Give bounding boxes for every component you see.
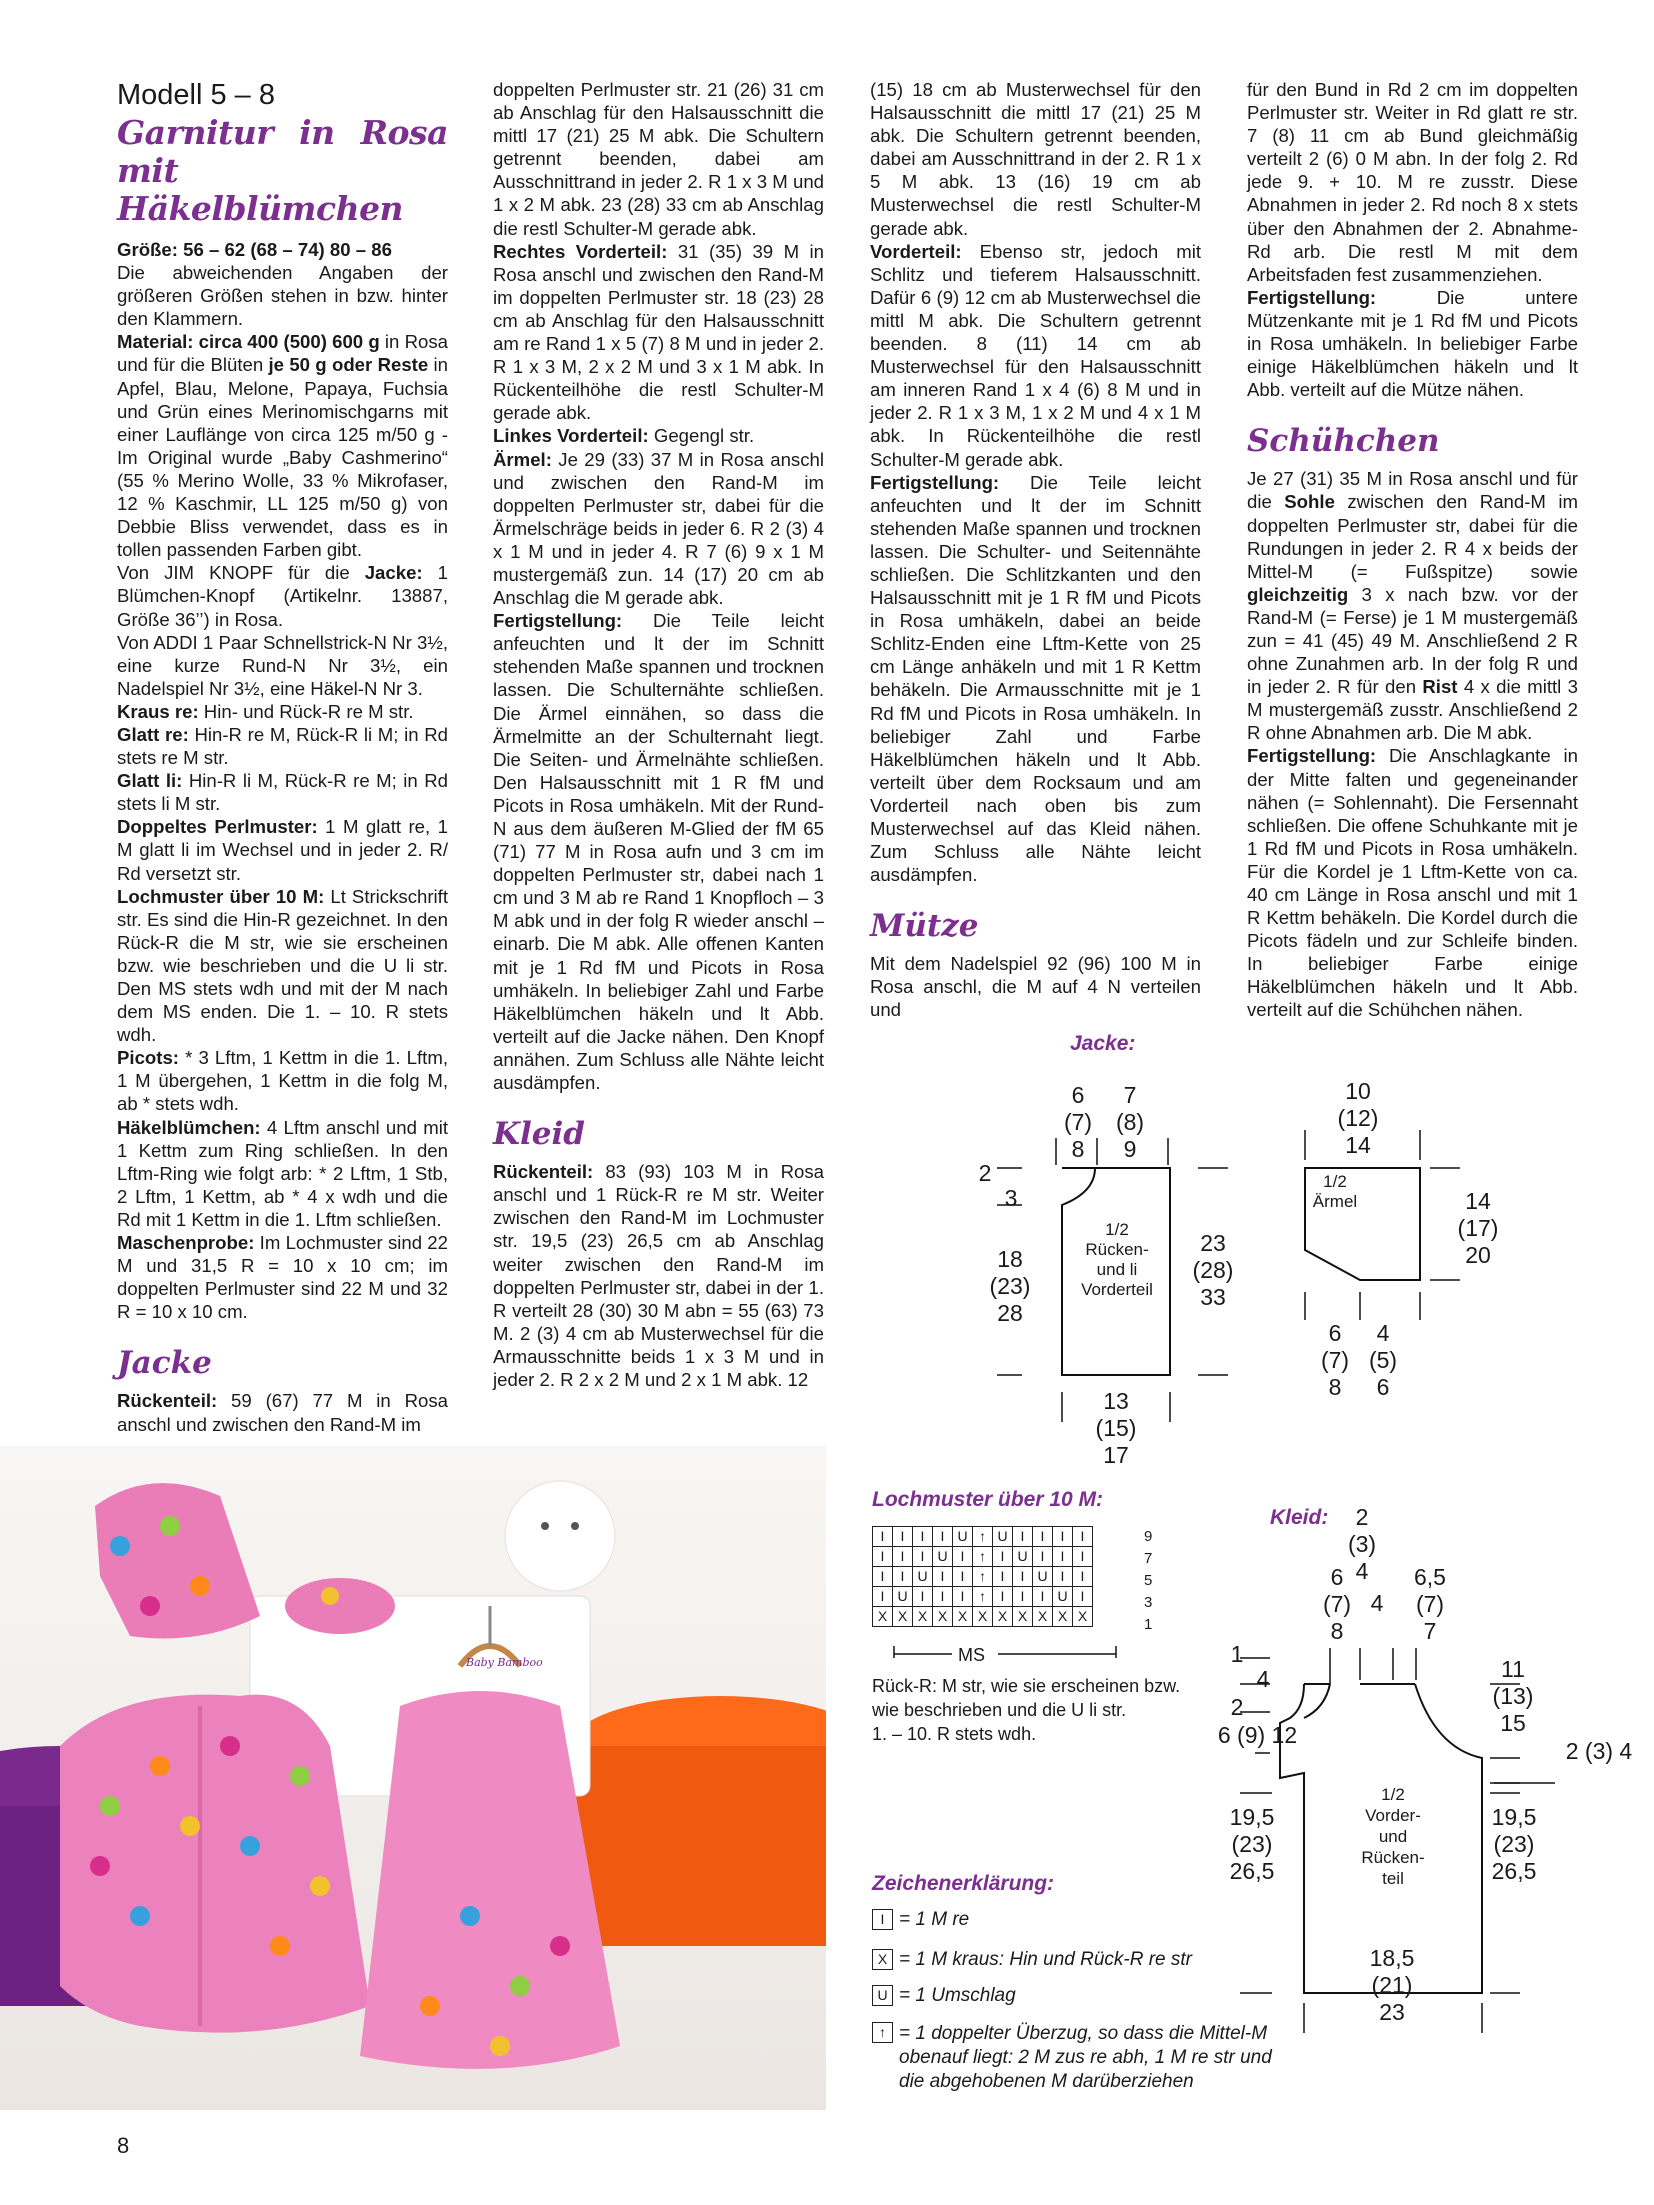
chart-cell: I [913,1547,933,1567]
chart-grid [872,1526,1093,1627]
stitch-glatt-re: Glatt re: Hin-R re M, Rück-R li M; in Rd stets re M str. [117,723,448,769]
kleid-arm-depth: 2 (3) 4 [1565,1738,1633,1764]
column-3 [870,78,1201,1022]
chart-cell: U [913,1567,933,1587]
stitch-glatt-li: Glatt li: Hin-R li M, Rück-R re M; in Rd stets li M str. [117,770,448,815]
muetze-text-cont: für den Bund in Rd 2 cm im doppelten Perlmuster str. Weiter in Rd glatt re str. 7 (8) 11 cm ab Bund gleichmäßig verteilt 2 (6) 0 M abn. In der folg 2. Rd jede 9. + 10. M re zusstr. Diese Abnahmen in jeder 2. Rd noch 8 x stets über den Abnahmen der 2. Abnahme-Rd arb. Die restl M mit dem Arbeitsfaden fest zusammenziehen. [1247,79,1578,285]
chart-cell: I [1073,1547,1093,1567]
kleid-armhole: 11 (13) 15 [1492,1656,1534,1736]
jacke-neck-width: 6 (7) 8 [1063,1082,1093,1162]
chart-cell: I [1053,1527,1073,1547]
legend-item-yarnover: U = 1 Umschlag [872,1984,1016,2008]
chart-row-numbers [1144,1526,1152,1636]
stitch-perlmuster: Doppeltes Perlmuster: 1 M glatt re, 1 M glatt li im Wechsel und in jeder 2. R/ Rd versetzt str. [117,816,448,884]
jacke-neck-depth-2: 3 [1004,1185,1018,1211]
button-paragraph: Von JIM KNOPF für die Jacke: 1 Blümchen-Knopf (Artikelnr. 13887, Größe 36’’) in Rosa. [117,562,448,630]
jacke-front-height: 18 (23) 28 [989,1246,1031,1326]
chart-cell: X [953,1607,973,1627]
kleid-back: Rückenteil: 83 (93) 103 M in Rosa anschl und 1 Rück-R re M str. Weiter zwischen den Rand-M im Lochmuster str. 19,5 (23) 26,5 cm ab Anschlag weiter zwischen den Rand-M im doppelten Perlmuster str, dabei in der 1. R verteilt 28 (30) 30 M abn = 55 (63) 73 M. 2 (3) 4 cm ab Musterwechsel für die Armausschnitte beids 1 x 3 M und in jeder 2. R 2 x 2 M und 2 x 1 M abk. 12 [493,1161,824,1390]
jacke-back-cont: doppelten Perlmuster str. 21 (26) 31 cm ab Anschlag für den Halsausschnitt die mittl 17 (21) 25 M abk. Die Schultern getrennt beenden, dabei am Ausschnittrand in jeder 2. R 1 x 3 M und 1 x 2 M abk. 23 (28) 33 cm ab Anschlag die restl Schulter-M gerade abk. [493,79,824,239]
product-photo-illustration [0,1446,826,2110]
kleid-back-cont: (15) 18 cm ab Musterwechsel für den Halsausschnitt die mittl 17 (21) 25 M abk. Die Schultern getrennt beenden, dabei am Ausschnittrand in der 2. R 1 x 5 M abk. 13 (16) 19 cm ab Musterwechsel die restl Schulter-M gerade abk. [870,79,1201,239]
section-title-jacke: Jacke [117,1345,212,1382]
legend-item-kraus: X = 1 M kraus: Hin und Rück-R re str [872,1948,1192,1972]
page-number: 8 [117,2133,130,2158]
lochmuster-chart [872,1488,1202,1768]
kleid-body-label: 1/2 Vorder- und Rücken- teil [1361,1785,1425,1888]
chart-cell: I [1033,1587,1053,1607]
kleid-top-neck: 2 (3) 4 [1347,1504,1377,1584]
jacke-body-label: 1/2 Rücken- und li Vorderteil [1081,1220,1153,1299]
jacke-total-height: 23 (28) 33 [1192,1230,1234,1310]
chart-cell: ↑ [973,1567,993,1587]
chart-cell: I [893,1567,913,1587]
chart-cell: I [913,1587,933,1607]
chart-cell: I [1013,1587,1033,1607]
chart-cell: X [913,1607,933,1627]
chart-cell: I [873,1567,893,1587]
column-1 [117,78,448,1436]
chart-cell: X [1033,1607,1053,1627]
chart-cell: I [1033,1547,1053,1567]
jacke-sleeve-bottom-1: 6 (7) 8 [1320,1320,1350,1400]
kleid-diagram [1200,1498,1654,2038]
jacke-sleeve-label: 1/2 Ärmel [1312,1172,1358,1211]
stitch-picots: Picots: * 3 Lftm, 1 Kettm in die 1. Lftm, 1 M übergehen, 1 Kettm in die folg M, ab * stets wdh. [117,1047,448,1115]
chart-caption: Lochmuster über 10 M: [872,1488,1104,1511]
kleid-skirt-height-left: 19,5 (23) 26,5 [1229,1804,1275,1884]
jacke-sleeve-bottom-2: 4 (5) 6 [1368,1320,1398,1400]
chart-repeat-bracket [872,1644,1132,1668]
legend-caption: Zeichenerklärung: [872,1872,1055,1895]
hanger-label: Baby Bamboo [466,1656,543,1669]
chart-cell: I [993,1547,1013,1567]
chart-cell: ↑ [973,1527,993,1547]
kleid-neck-d1: 1 [1230,1641,1244,1667]
muetze-text: Mit dem Nadelspiel 92 (96) 100 M in Rosa anschl, die M auf 4 N verteilen und [870,953,1201,1021]
chart-cell: I [893,1527,913,1547]
jacke-shoulder-width: 7 (8) 9 [1115,1082,1145,1162]
needles-paragraph: Von ADDI 1 Paar Schnellstrick-N Nr 3½, eine kurze Rund-N Nr 3½, ein Nadelspiel Nr 3½, eine Häkel-N Nr 3. [117,631,448,699]
chart-cell: U [1033,1567,1053,1587]
chart-row-number: 7 [1144,1550,1153,1567]
chart-cell: X [1053,1607,1073,1627]
chart-row-number: 5 [1144,1572,1153,1589]
column-2 [493,78,824,1391]
chart-cell: I [993,1567,1013,1587]
chart-row [873,1607,1093,1627]
jacke-sleeves: Ärmel: Je 29 (33) 37 M in Rosa anschl und zwischen den Rand-M im doppelten Perlmuster str, dabei für die Ärmelschräge beids in jeder 6. R 2 (3) 4 x 1 M und in jeder 4. R 7 (6) 9 x 1 M mustergemäß zun. 14 (17) 20 cm ab Anschlag die M gerade abk. [493,448,824,609]
jacke-right-front: Rechtes Vorderteil: 31 (35) 39 M in Rosa anschl und zwischen den Rand-M im doppelten Perlmuster str. 18 (23) 28 cm ab Anschlag für den Halsausschnitt am re Rand 1 x 5 (7) 8 M und in jeder 2. R 1 x 3 M, 2 x 2 M und 3 x 1 M abk. In Rückenteilhöhe die restl Schulter-M gerade abk. [493,240,824,424]
chart-cell: ↑ [973,1587,993,1607]
jacke-left-front: Linkes Vorderteil: Gegengl str. [493,425,755,447]
model-number: Modell 5 – 8 [117,79,275,111]
material-paragraph: Material: circa 400 (500) 600 g in Rosa und für die Blüten je 50 g oder Reste in Apfel, Blau, Melone, Papaya, Fuchsia und Grün eines Merinomischgarns mit einer Lauflänge von circa 125 m/50 g - Im Original wurde „Baby Cashmerino“ (55 % Merino Wolle, 33 % Mikrofaser, 12 % Kaschmir, LL 125 m/50 g) von Debbie Bliss verwendet, dass es in tollen passenden Farben gibt. [117,331,449,561]
chart-row-number: 9 [1144,1528,1153,1545]
stitch-blumchen: Häkelblümchen: 4 Lftm anschl und mit 1 Kettm zum Ring schließen. In den Lftm-Ring wie folgt arb: * 2 Lftm, 1 Stb, 2 Lftm, 1 Kettm, ab * 4 x wdh und die Rd mit 1 Kettm in die 1. Lftm schließen. [117,1116,448,1230]
gauge-paragraph: Maschenprobe: Im Lochmuster sind 22 M und 31,5 R = 10 x 10 cm; im doppelten Perlmuster sind 22 M und 32 R = 10 x 10 cm. [117,1232,448,1323]
schuhchen-text: Je 27 (31) 35 M in Rosa anschl und für die Sohle zwischen den Rand-M im doppelten Perlmuster str, dabei für die Rundungen in jeder 2. R 4 x beids der Mittel-M (= Fußspitze) sowie gleichzeitig 3 x nach bzw. vor der Rand-M (= Ferse) je 1 M mustergemäß zun = 41 (45) 49 M. Anschließend 2 R ohne Zunahmen arb. In der folg R und in jeder 2. R für den Rist 4 x die mittl 3 M mustergemäß zusstr. Anschließend 2 R ohne Abnahmen arb. Die M abk. [1247,468,1578,744]
legend-item-double-decrease: ↑ = 1 doppelter Überzug, so dass die Mittel-M obenauf liegt: 2 M zus re abh, 1 M re str und die abgehobenen M darüberziehen [872,2022,1292,2094]
product-photo [0,1446,826,2110]
chart-cell: U [1053,1587,1073,1607]
chart-cell: U [993,1527,1013,1547]
jacke-neck-depth-1: 2 [978,1160,992,1186]
jacke-diagram [960,1030,1640,1470]
chart-row [873,1587,1093,1607]
chart-cell: I [1053,1547,1073,1567]
chart-cell: U [1013,1547,1033,1567]
kleid-skirt-height-right: 19,5 (23) 26,5 [1491,1804,1537,1884]
chart-cell: I [1013,1567,1033,1587]
chart-row [873,1527,1093,1547]
chart-cell: I [933,1567,953,1587]
chart-cell: X [973,1607,993,1627]
chart-cell: X [893,1607,913,1627]
kleid-neck-d2: 4 [1256,1666,1270,1692]
chart-cell: I [1033,1527,1053,1547]
chart-row-number: 3 [1144,1594,1153,1611]
chart-cell: I [873,1547,893,1567]
jacke-sleeve-height: 14 (17) 20 [1457,1188,1499,1268]
chart-repeat-label: MS [958,1645,985,1665]
kleid-neck-width: 6 (7) 8 [1322,1564,1352,1644]
chart-cell: U [953,1527,973,1547]
schuhchen-finishing: Fertigstellung: Die Anschlagkante in der Mitte falten und gegeneinander nähen (= Sohlennaht). Die Fersennaht schließen. Die offene Schuhkante mit je 1 Rd fM und Picots in Rosa umhäkeln. Für die Kordel je 1 Lftm-Kette von ca. 40 cm Länge in Rosa anschl und mit 1 R Kettm behäkeln. Die Kordel durch die Picots fädeln und zur Schleife binden. In beliebiger Farbe einige Häkelblümchen häkeln und lt Abb. verteilt auf die Schühchen nähen. [1247,745,1578,1021]
muetze-finishing: Fertigstellung: Die untere Mützenkante mit je 1 Rd fM und Picots in Rosa umhäkeln. In beliebiger Farbe einige Häkelblümchen häkeln und lt Abb. verteilt auf die Mütze nähen. [1247,286,1578,401]
chart-cell: U [893,1587,913,1607]
jacke-finishing: Fertigstellung: Die Teile leicht anfeuchten und lt der im Schnitt stehenden Maße spannen und trocknen lassen. Die Schulternähte schließen. Die Ärmel einnähen, so dass die Ärmelmitte an der Schulternaht liegt. Die Seiten- und Ärmelnähte schließen. Den Halsausschnitt mit 1 R fM und Picots in Rosa umhäkeln. Mit der Rund-N aus dem äußeren M-Glied der fM 65 (71) 77 M in Rosa aufn und 3 cm im doppelten Perlmuster str, dabei nach 1 cm und 3 M ab re Rand 1 Knopfloch – 3 M abk und in der folg R wieder anschl – einarb. Die M abk. Alle offenen Kanten mit je 1 Rd fM und Picots in Rosa umhäkeln. In beliebiger Zahl und Farbe Häkelblümchen häkeln und lt Abb. verteilt auf die Jacke nähen. Den Knopf annähen. Zum Schluss alle Nähte leicht ausdämpfen. [493,610,824,1094]
legend-item-knit: I = 1 M re [872,1908,969,1932]
stitch-lochmuster: Lochmuster über 10 M: Lt Strickschrift str. Es sind die Hin-R gezeichnet. In den Rück-R die M str, wie sie erscheinen bzw. wie beschrieben und die U li str. Den MS stets wdh und mit der M nach dem MS enden. Die 1. – 10. R stets wdh. [117,885,448,1046]
section-title-kleid: Kleid [493,1116,585,1153]
chart-cell: I [953,1547,973,1567]
chart-cell: I [953,1587,973,1607]
jacke-sleeve-top: 10 (12) 14 [1337,1078,1379,1158]
kleid-neck-d3: 2 [1230,1694,1244,1720]
chart-cell: I [1073,1587,1093,1607]
chart-note: Rück-R: M str, wie sie erscheinen bzw. wie beschrieben und die U li str. 1. – 10. R stets wdh. [872,1676,1181,1744]
chart-cell: I [893,1547,913,1567]
chart-cell: I [1013,1527,1033,1547]
jacke-diagram-caption: Jacke: [1070,1032,1136,1055]
chart-cell: I [913,1527,933,1547]
page-title: Garnitur in Rosa mit Häkelblümchen [117,113,448,228]
kleid-front: Vorderteil: Ebenso str, jedoch mit Schlitz und tieferem Halsausschnitt. Dafür 6 (9) 12 cm ab Musterwechsel die mittl M abk. Die Schultern getrennt beenden. 8 (11) 14 cm ab Musterwechsel für den Halsausschnitt am inneren Rand 1 x 4 (6) 8 M und in jeder 2. R 1 x 3 M, 1 x 2 M und 4 x 1 M abk. In Rückenteilhöhe die restl Schulter-M gerade abk. [870,240,1201,470]
chart-cell: U [933,1547,953,1567]
chart-cell: X [873,1607,893,1627]
chart-cell: I [933,1527,953,1547]
stitch-kraus: Kraus re: Hin- und Rück-R re M str. [117,700,414,722]
chart-cell: I [873,1527,893,1547]
section-title-schuhchen: Schühchen [1247,423,1440,460]
chart-row [873,1547,1093,1567]
kleid-diagram-caption: Kleid: [1270,1506,1329,1529]
chart-row [873,1567,1093,1587]
section-title-muetze: Mütze [870,908,979,945]
chart-cell: I [873,1587,893,1607]
chart-cell: I [993,1587,1013,1607]
chart-cell: I [1053,1567,1073,1587]
chart-cell: X [933,1607,953,1627]
chart-cell: X [1073,1607,1093,1627]
jacke-back: Rückenteil: 59 (67) 77 M in Rosa anschl und zwischen den Rand-M im [117,1390,448,1435]
chart-cell: ↑ [973,1547,993,1567]
column-4 [1247,78,1578,1022]
chart-cell: I [1073,1527,1093,1547]
chart-cell: I [953,1567,973,1587]
chart-row-number: 1 [1144,1616,1153,1633]
jacke-width: 13 (15) 17 [1095,1388,1137,1468]
chart-cell: X [993,1607,1013,1627]
size-paragraph: Größe: 56 – 62 (68 – 74) 80 – 86 Die abweichenden Angaben der größeren Größen stehen in bzw. hinter den Klammern. [117,239,448,330]
kleid-slit: 6 (9) 12 [1217,1722,1298,1748]
kleid-width: 18,5 (21) 23 [1369,1945,1415,2025]
kleid-shoulder: 6,5 (7) 7 [1414,1564,1446,1644]
chart-cell: I [1073,1567,1093,1587]
chart-cell: I [933,1587,953,1607]
kleid-finishing: Fertigstellung: Die Teile leicht anfeuchten und lt der im Schnitt stehenden Maße spannen und trocknen lassen. Die Schulter- und Seitennähte schließen. Die Schlitzkanten und den Halsausschnitt mit je 1 R fM und Picots in Rosa umhäkeln, dabei an beide Schlitz-Enden eine Lftm-Kette von 25 cm Länge anhäkeln und mit 1 R Kettm behäkeln. Die Armausschnitte mit je 1 Rd fM und Picots in Rosa umhäkeln. In beliebiger Zahl und Farbe Häkelblümchen häkeln und lt Abb. verteilt über dem Rocksaum und am Vorderteil nach oben bis zum Musterwechsel auf das Kleid nähen. Zum Schluss alle Nähte leicht ausdämpfen. [870,471,1201,886]
chart-cell: X [1013,1607,1033,1627]
kleid-mid: 4 [1370,1590,1384,1616]
